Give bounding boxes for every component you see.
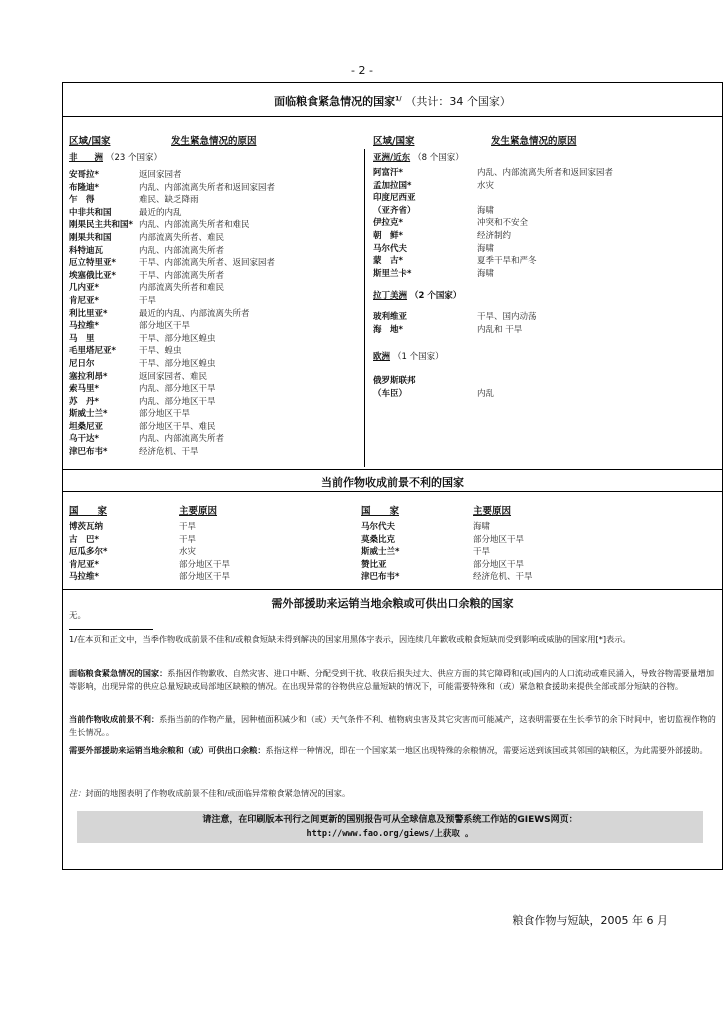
surplus-none: 无。 <box>69 611 87 621</box>
surplus-title: 需外部援助来运销当地余粮或可供出口余粮的国家 <box>271 597 514 610</box>
country-name: 津巴布韦* <box>69 447 108 458</box>
country-name: 厄立特里亚* <box>69 258 116 269</box>
map-note-text: 封面的地图表明了作物收成前景不佳和/或面临异常粮食紧急情况的国家。 <box>85 788 351 798</box>
africa-row <box>69 308 275 321</box>
cause-text: 难民、缺乏降雨 <box>139 195 199 206</box>
country-name: 伊拉克* <box>373 218 403 229</box>
cause-text: 干旱、内部流离失所者 <box>139 270 225 281</box>
crisis-definition-text: 系指因作物歉收、自然灾害、进口中断、分配受到干扰、收获后损失过大、供应方面的其它障碍和(或)国内的人口流动或难民涌入，导致谷物需要量增加等影响，出现异常的供应总量短缺或局部地区缺粮的情况。在出现异常的谷物供应总量短缺的情况下，可能需要特殊和（或）紧急粮食援助来提供全部或部分短缺的谷物。 <box>69 668 715 691</box>
report-frame <box>62 82 723 870</box>
cause-text: 冲突和不安全 <box>477 218 529 229</box>
country-name: 博茨瓦纳 <box>69 522 104 532</box>
cause-text: 内乱、部分地区干旱 <box>139 396 216 407</box>
page-number: - 2 - <box>351 64 373 77</box>
unfav-list-right <box>361 521 533 584</box>
africa-row <box>69 295 275 308</box>
unfav-row <box>69 571 230 584</box>
unfav-row <box>361 521 533 534</box>
asia-row <box>373 230 613 243</box>
crisis-column-divider <box>364 149 365 467</box>
cause-text: 夏季干旱和严冬 <box>477 256 537 267</box>
country-name: 马尔代夫 <box>361 522 396 532</box>
country-name: 几内亚* <box>69 283 99 294</box>
cause-text: 部分地区干旱 <box>179 559 231 570</box>
asia-count: （8 个国家） <box>413 153 464 163</box>
cause-text: 水灾 <box>179 547 197 558</box>
africa-row <box>69 421 275 434</box>
country-name: 斯里兰卡* <box>373 268 412 279</box>
country-name: 孟加拉国* <box>373 180 412 191</box>
crisis-definition <box>69 667 717 692</box>
surplus-definition-text: 系指这样一种情况，即在一个国家某一地区出现特殊的余粮情况，需要运送到该国或其邻国的缺粮区，为此需要外部援助。 <box>265 745 708 755</box>
unfav-list-left <box>69 521 230 584</box>
country-name: 马拉维* <box>69 572 99 583</box>
cause-text: 内乱和 干旱 <box>477 324 523 335</box>
map-note <box>69 787 717 800</box>
cause-text: 干旱、蝗虫 <box>139 346 182 357</box>
latam-heading <box>373 289 461 301</box>
unfav-col-country-left: 国 家 <box>69 506 108 517</box>
cause-text: 干旱、国内动荡 <box>477 312 537 322</box>
asia-row <box>373 205 613 218</box>
col-cause-right: 发生紧急情况的原因 <box>491 136 577 147</box>
africa-row <box>69 245 275 258</box>
country-name: 刚果民主共和国* <box>69 220 133 231</box>
unfav-col-cause-left: 主要原因 <box>179 506 218 517</box>
giews-link[interactable]: http://www.fao.org/giews/上获取 。 <box>306 829 474 839</box>
cause-text: 内乱、部分地区干旱 <box>139 384 216 395</box>
africa-row <box>69 383 275 396</box>
country-name: 阿富汗* <box>373 168 403 178</box>
africa-row <box>69 371 275 384</box>
surplus-definition-label: 需要外部援助来运销当地余粮和（或）可供出口余粮： <box>69 745 266 755</box>
cause-text: 部分地区干旱 <box>473 559 525 570</box>
africa-row <box>69 446 275 459</box>
country-name: 坦桑尼亚 <box>69 421 104 432</box>
unfav-row <box>69 521 230 534</box>
cause-text: 海啸 <box>477 205 495 216</box>
europe-row <box>373 388 494 401</box>
europe-label: 欧洲 <box>373 352 391 362</box>
unfav-row <box>69 546 230 559</box>
cause-text: 内部流离失所者和难民 <box>139 283 225 294</box>
cause-text: 内部流离失所者、难民 <box>139 232 225 243</box>
unfav-definition-label: 当前作物收成前景不利： <box>69 714 160 724</box>
country-name: 苏 丹* <box>69 396 99 407</box>
africa-row <box>69 358 275 371</box>
europe-list <box>373 375 494 400</box>
country-name: 马拉维* <box>69 321 99 332</box>
country-name: 朝 鲜* <box>373 230 403 241</box>
footnote: 1/在本页和正文中，当季作物收成前景不佳和/或粮食短缺未得到解决的国家用黑体字表示，因连续几年歉收或粮食短缺而受到影响或威胁的国家用[*]表示。 <box>69 634 631 644</box>
col-region-right: 区域/国家 <box>373 136 415 147</box>
africa-heading <box>69 151 162 163</box>
country-name: 厄瓜多尔* <box>69 547 108 558</box>
country-name: 斯威士兰* <box>69 409 108 420</box>
country-name: 利比里亚* <box>69 308 108 319</box>
country-name: 中非共和国 <box>69 207 112 218</box>
africa-count: （23 个国家） <box>105 153 163 163</box>
country-name: 玻利维亚 <box>373 312 408 322</box>
crisis-definition-label: 面临粮食紧急情况的国家： <box>69 668 168 678</box>
asia-row <box>373 180 613 193</box>
country-name: 马尔代夫 <box>373 243 408 254</box>
country-name: 埃塞俄比亚* <box>69 270 116 281</box>
africa-row <box>69 194 275 207</box>
africa-row <box>69 408 275 421</box>
asia-heading <box>373 151 464 163</box>
africa-row <box>69 433 275 446</box>
cause-text: 经济制约 <box>477 230 512 241</box>
europe-count: （1 个国家） <box>392 352 444 362</box>
footnote-rule <box>69 629 153 630</box>
country-name: 古 巴* <box>69 534 99 545</box>
country-name: 印度尼西亚 <box>373 193 416 204</box>
cause-text: 部分地区干旱 <box>139 409 191 420</box>
cause-text: 部分地区干旱 <box>139 321 191 332</box>
country-name: 布隆迪* <box>69 182 99 193</box>
africa-row <box>69 169 275 182</box>
country-name: 科特迪瓦 <box>69 245 104 256</box>
unfav-top-divider <box>63 469 722 470</box>
country-name: （亚齐省） <box>373 205 416 216</box>
country-name: 津巴布韦* <box>361 572 400 583</box>
cause-text: 干旱、部分地区蝗虫 <box>139 358 216 369</box>
country-name: 尼日尔 <box>69 358 95 369</box>
country-name: 毛里塔尼亚* <box>69 346 116 357</box>
africa-row <box>69 232 275 245</box>
africa-row <box>69 345 275 358</box>
latam-label: 拉丁美洲 <box>373 291 408 301</box>
africa-row <box>69 182 275 195</box>
surplus-definition <box>69 744 717 757</box>
cause-text: 内乱 <box>477 388 495 399</box>
country-name: 俄罗斯联邦 <box>373 376 416 386</box>
country-name: 塞拉利昂* <box>69 371 108 382</box>
cause-text: 经济危机、干旱 <box>473 572 533 583</box>
cause-text: 内乱、内部流离失所者和返回家园者 <box>477 168 614 178</box>
asia-row <box>373 255 613 268</box>
col-region-left: 区域/国家 <box>69 136 111 147</box>
asia-row <box>373 192 613 205</box>
unfav-row <box>361 571 533 584</box>
country-name: 马 里 <box>69 333 95 344</box>
unfav-col-cause-right: 主要原因 <box>473 506 512 517</box>
cause-text: 干旱、内部流离失所者、返回家园者 <box>139 258 276 269</box>
cause-text: 最近的内乱、内部流离失所者 <box>139 308 250 319</box>
cause-text: 内乱、内部流离失所者 <box>139 245 225 256</box>
africa-row <box>69 270 275 283</box>
cause-text: 部分地区干旱、难民 <box>139 421 216 432</box>
cause-text: 干旱 <box>179 534 197 545</box>
crisis-title-text: 面临粮食紧急情况的国家 <box>274 95 396 108</box>
country-name: 安哥拉* <box>69 170 99 180</box>
cause-text: 部分地区干旱 <box>179 572 231 583</box>
cause-text: 干旱、部分地区蝗虫 <box>139 333 216 344</box>
cause-text: 最近的内乱 <box>139 207 182 218</box>
asia-row <box>373 243 613 256</box>
cause-text: 海啸 <box>477 268 495 279</box>
europe-row <box>373 375 494 388</box>
giews-notice-text: 请注意，在印刷版本刊行之间更新的国别报告可从全球信息及预警系统工作站的GIEWS网页： <box>202 815 578 825</box>
africa-row <box>69 396 275 409</box>
cause-text: 海啸 <box>477 243 495 254</box>
country-name: 莫桑比克 <box>361 534 396 545</box>
latam-row <box>373 324 537 337</box>
cause-text: 内乱、内部流离失所者和难民 <box>139 220 250 231</box>
country-name: 肯尼亚* <box>69 295 99 306</box>
asia-row <box>373 268 613 281</box>
africa-row <box>69 257 275 270</box>
cause-text: 返回家园者 <box>139 170 182 180</box>
unfav-row <box>361 546 533 559</box>
latam-row <box>373 311 537 324</box>
country-name: 肯尼亚* <box>69 559 99 570</box>
country-name: 乍 得 <box>69 195 95 206</box>
country-name: 赞比亚 <box>361 559 387 570</box>
giews-notice <box>77 811 703 843</box>
cause-text: 内乱、内部流离失所者和返回家园者 <box>139 182 276 193</box>
africa-row <box>69 320 275 333</box>
crisis-title-note: 1/ <box>395 95 402 103</box>
africa-row <box>69 333 275 346</box>
africa-list <box>69 169 275 459</box>
asia-row <box>373 167 613 180</box>
asia-label: 亚洲/近东 <box>373 153 411 163</box>
africa-row <box>69 207 275 220</box>
asia-list <box>373 167 613 280</box>
africa-row <box>69 282 275 295</box>
country-name: 索马里* <box>69 384 99 395</box>
map-note-label: 注： <box>69 788 86 798</box>
cause-text: 返回家园者、难民 <box>139 371 208 382</box>
unfav-row <box>69 559 230 572</box>
unfav-title-divider <box>63 491 722 492</box>
cause-text: 干旱 <box>179 522 197 532</box>
africa-label: 非 洲 <box>69 153 104 163</box>
unfav-row <box>361 534 533 547</box>
latam-list <box>373 311 537 336</box>
col-cause-left: 发生紧急情况的原因 <box>171 136 257 147</box>
country-name: （车臣） <box>373 388 408 399</box>
unfav-title: 当前作物收成前景不利的国家 <box>321 476 464 489</box>
country-name: 蒙 古* <box>373 256 403 267</box>
cause-text: 水灾 <box>477 180 495 191</box>
page-footer: 粮食作物与短缺，2005 年 6 月 <box>512 914 668 927</box>
europe-heading <box>373 350 444 362</box>
unfav-row <box>69 534 230 547</box>
cause-text: 内乱、内部流离失所者 <box>139 434 225 445</box>
cause-text: 干旱 <box>473 547 491 558</box>
unfav-row <box>361 559 533 572</box>
crisis-title-divider <box>63 116 722 117</box>
crisis-title <box>63 93 722 109</box>
country-name: 乌干达* <box>69 434 99 445</box>
africa-row <box>69 219 275 232</box>
cause-text: 部分地区干旱 <box>473 534 525 545</box>
cause-text: 经济危机、干旱 <box>139 447 199 458</box>
cause-text: 海啸 <box>473 522 491 532</box>
unfav-definition <box>69 713 717 738</box>
asia-row <box>373 217 613 230</box>
country-name: 斯威士兰* <box>361 547 400 558</box>
unfav-col-country-right: 国 家 <box>361 506 400 517</box>
latam-count: （2 个国家） <box>409 291 462 301</box>
crisis-count: （共计：34 个国家） <box>405 95 511 108</box>
surplus-top-divider <box>63 589 722 590</box>
country-name: 海 地* <box>373 324 403 335</box>
unfav-definition-text: 系指当前的作物产量，因种植面积减少和（或）天气条件不利、植物病虫害及其它灾害而可能减产，这表明需要在生长季节的余下时间中，密切监视作物的生长情况。。 <box>69 714 716 737</box>
cause-text: 干旱 <box>139 295 157 306</box>
country-name: 刚果共和国 <box>69 232 112 243</box>
